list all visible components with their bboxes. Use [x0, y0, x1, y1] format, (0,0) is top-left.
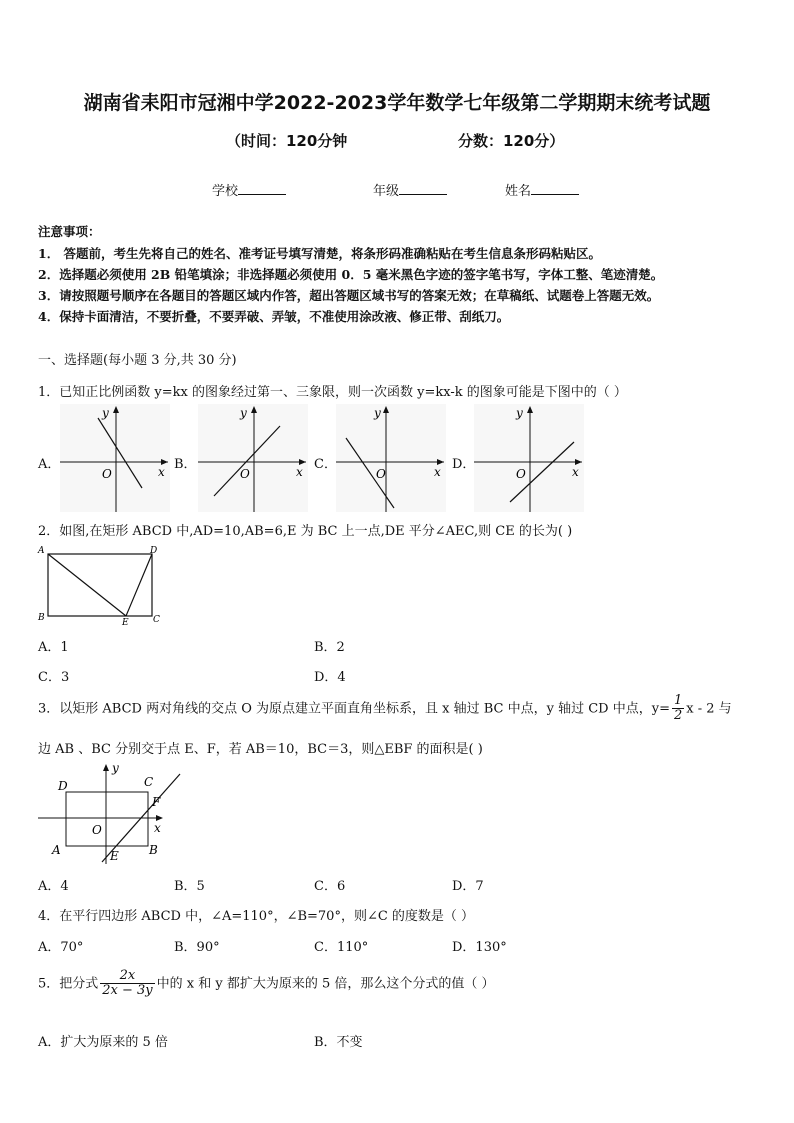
- segment-ae: [48, 554, 126, 616]
- label-b: B: [38, 613, 45, 623]
- q1-graph-b: [198, 404, 308, 512]
- q1-graph-a: [60, 404, 170, 512]
- q5-fraction: [100, 969, 154, 999]
- label-f: F: [152, 795, 161, 809]
- q3-option-a[interactable]: A．4: [38, 879, 69, 894]
- function-line: [214, 426, 280, 496]
- label-a: A: [52, 843, 61, 857]
- school-blank[interactable]: [238, 182, 286, 195]
- origin-label: O: [240, 467, 250, 481]
- q3-text-a: 3．以矩形 ABCD 两对角线的交点 O 为原点建立平面直角坐标系，且 x 轴过 BC 中点，y 轴过 CD 中点，y=: [38, 701, 670, 717]
- q1-option-d-label: D．: [452, 457, 476, 472]
- q1-graph-c: [336, 404, 446, 512]
- exam-time: （时间：120分钟: [226, 132, 348, 150]
- x-label: x: [434, 465, 441, 479]
- question-5-text: [38, 969, 495, 999]
- label-x: x: [154, 821, 161, 835]
- origin-label: O: [376, 467, 386, 481]
- y-axis-arrow-icon: [251, 406, 257, 413]
- q3-frac-num: 1: [673, 693, 683, 708]
- y-label: y: [374, 406, 381, 420]
- y-axis-arrow-icon: [527, 406, 533, 413]
- q4-option-a[interactable]: A．70°: [38, 940, 84, 955]
- grade-blank[interactable]: [399, 182, 447, 195]
- q3-figure: [36, 760, 186, 866]
- q1-option-c-label: C．: [314, 457, 337, 472]
- label-c: C: [153, 615, 160, 625]
- origin-label: O: [102, 467, 112, 481]
- q2-option-c[interactable]: C．3: [38, 670, 70, 685]
- y-axis-arrow-icon: [383, 406, 389, 413]
- q3-frac-den: 2: [673, 708, 683, 724]
- q2-option-a[interactable]: A．1: [38, 640, 69, 655]
- q4-option-d[interactable]: D．130°: [452, 940, 507, 955]
- notice-item: 4．保持卡面清洁，不要折叠，不要弄破、弄皱，不准使用涂改液、修正带、刮纸刀。: [38, 309, 510, 324]
- q1-option-b-label: B．: [174, 457, 197, 472]
- section-heading: 一、选择题(每小题 3 分,共 30 分): [38, 353, 237, 368]
- q1-option-a-label: A．: [38, 457, 61, 472]
- q5-text-a: 5．把分式: [38, 976, 99, 992]
- q2-option-d[interactable]: D．4: [314, 670, 346, 685]
- rectangle-abcd: [48, 554, 152, 616]
- notice-heading: 注意事项：: [38, 224, 101, 239]
- y-label: y: [516, 406, 523, 420]
- rectangle-abcd: [66, 792, 148, 846]
- q4-option-c[interactable]: C．110°: [314, 940, 369, 955]
- y-axis-arrow-icon: [113, 406, 119, 413]
- school-field: [212, 180, 286, 199]
- label-e: E: [110, 849, 119, 863]
- q2-option-b[interactable]: B．2: [314, 640, 345, 655]
- origin-label: O: [516, 467, 526, 481]
- function-line: [346, 438, 394, 508]
- y-label: y: [102, 406, 109, 420]
- name-blank[interactable]: [531, 182, 579, 195]
- label-o: O: [92, 823, 102, 837]
- label-d: D: [150, 546, 158, 556]
- q3-text-b: x - 2 与: [686, 701, 732, 717]
- q4-option-b[interactable]: B．90°: [174, 940, 220, 955]
- label-a: A: [38, 546, 45, 556]
- label-e: E: [122, 618, 129, 626]
- y-label: y: [240, 406, 247, 420]
- x-label: x: [158, 465, 165, 479]
- q5-frac-num: 2x: [100, 969, 154, 984]
- label-d: D: [58, 779, 68, 793]
- name-label: 姓名: [505, 184, 532, 199]
- question-3-line-2: 边 AB 、BC 分别交于点 E、F，若 AB＝10，BC＝3，则△EBF 的面积是( ): [38, 742, 483, 757]
- name-field: [505, 180, 579, 199]
- x-label: x: [572, 465, 579, 479]
- q3-option-d[interactable]: D．7: [452, 879, 484, 894]
- label-y: y: [112, 761, 119, 775]
- q3-option-c[interactable]: C．6: [314, 879, 346, 894]
- q5-text-b: 中的 x 和 y 都扩大为原来的 5 倍，那么这个分式的值（ ）: [156, 976, 495, 992]
- grade-field: [373, 180, 447, 199]
- exam-title: 湖南省耒阳市冠湘中学2022-2023学年数学七年级第二学期期末统考试题: [83, 92, 711, 114]
- segment-de: [126, 554, 152, 616]
- q3-fraction: [672, 694, 684, 724]
- question-4-text: 4．在平行四边形 ABCD 中，∠A=110°，∠B=70°，则∠C 的度数是（ ）: [38, 909, 475, 924]
- question-2-text: 2．如图,在矩形 ABCD 中,AD=10,AB=6,E 为 BC 上一点,DE 平分∠AEC,则 CE 的长为( ): [38, 524, 573, 539]
- question-1-text: 1．已知正比例函数 y=kx 的图象经过第一、三象限，则一次函数 y=kx-k 的图象可能是下图中的（ ）: [38, 385, 627, 400]
- q3-option-b[interactable]: B．5: [174, 879, 205, 894]
- label-b: B: [149, 843, 158, 857]
- exam-score: 分数：120分）: [458, 132, 565, 150]
- q1-graph-d: [474, 404, 584, 512]
- q2-figure: [36, 544, 164, 626]
- label-c: C: [144, 775, 154, 789]
- notice-item: 3．请按照题号顺序在各题目的答题区域内作答，超出答题区域书写的答案无效；在草稿纸、试题卷上答题无效。: [38, 288, 660, 303]
- y-axis-arrow-icon: [103, 764, 109, 771]
- notice-item: 2．选择题必须使用 2B 铅笔填涂；非选择题必须使用 0．5 毫米黑色字迹的签字笔书写，字体工整、笔迹清楚。: [38, 267, 664, 282]
- school-label: 学校: [212, 184, 239, 199]
- notice-item: 1． 答题前，考生先将自己的姓名、准考证号填写清楚，将条形码准确粘贴在考生信息条形码粘贴区。: [38, 246, 602, 261]
- q5-frac-den: 2x − 3y: [102, 983, 153, 999]
- question-3-line-1: [38, 694, 732, 724]
- x-label: x: [296, 465, 303, 479]
- q5-option-b[interactable]: B．不变: [314, 1035, 363, 1050]
- q5-option-a[interactable]: A．扩大为原来的 5 倍: [38, 1035, 168, 1050]
- grade-label: 年级: [373, 184, 400, 199]
